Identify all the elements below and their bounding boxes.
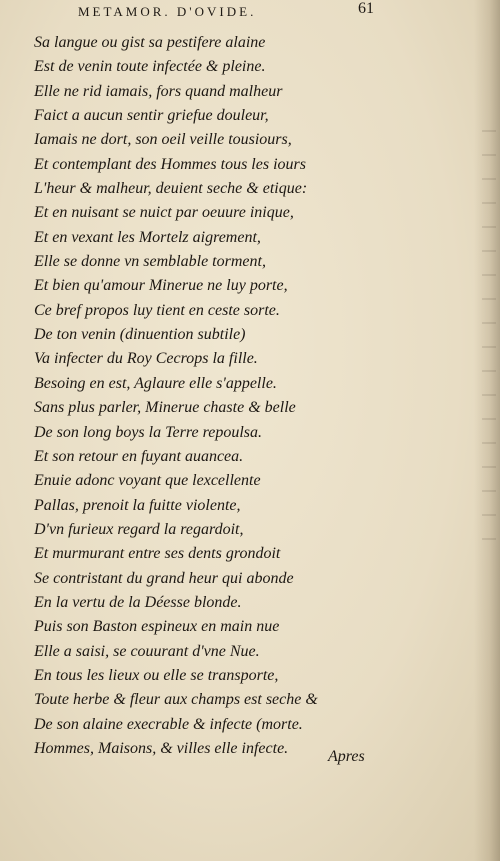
verse-line: Est de venin toute infectée & pleine. xyxy=(34,58,266,76)
verse-line: En tous les lieux ou elle se transporte, xyxy=(34,666,279,684)
verse-line: Et contemplant des Hommes tous les iours xyxy=(34,155,306,173)
verse-line: Et bien qu'amour Minerue ne luy porte, xyxy=(34,277,288,295)
running-title: METAMOR. D'OVIDE. xyxy=(78,4,257,19)
verse-line: L'heur & malheur, deuient seche & etique: xyxy=(34,180,308,198)
verse-line: D'vn furieux regard la regardoit, xyxy=(34,520,244,538)
verse-line: De son long boys la Terre repoulsa. xyxy=(34,423,262,441)
verse-line: Et murmurant entre ses dents grondoit xyxy=(34,545,281,563)
verse-line: Elle se donne vn semblable torment, xyxy=(34,253,266,271)
verse-line: Se contristant du grand heur qui abonde xyxy=(34,569,294,587)
verse-line: En la vertu de la Déesse blonde. xyxy=(34,593,242,611)
page-number: 61 xyxy=(358,0,374,17)
verse-line: Elle ne rid iamais, fors quand malheur xyxy=(34,82,283,100)
verse-line: Et en nuisant se nuict par oeuure inique, xyxy=(34,204,294,222)
verse-line: Iamais ne dort, son oeil veille tousiours, xyxy=(34,131,292,149)
verse-line: Enuie adonc voyant que lexcellente xyxy=(34,472,261,490)
verse-line: De ton venin (dinuention subtile) xyxy=(34,326,246,344)
verse-line: Toute herbe & fleur aux champs est seche & xyxy=(34,691,318,709)
verse-line: Pallas, prenoit la fuitte violente, xyxy=(34,496,241,514)
verse-line: Et en vexant les Mortelz aigrement, xyxy=(34,228,261,246)
verse-line: Hommes, Maisons, & villes elle infecte. xyxy=(34,739,289,757)
ink-bleed-through xyxy=(482,130,496,550)
verse-line: Va infecter du Roy Cecrops la fille. xyxy=(34,350,258,368)
verse-line: Et son retour en fuyant auancea. xyxy=(34,447,244,465)
verse-block xyxy=(34,31,394,761)
verse-line: De son alaine execrable & infecte (morte. xyxy=(34,715,303,733)
verse-line: Faict a aucun sentir griefue douleur, xyxy=(34,107,269,125)
verse-line: Puis son Baston espineux en main nue xyxy=(34,618,280,636)
verse-line: Sa langue ou gist sa pestifere alaine xyxy=(34,34,266,51)
verse-line: Ce bref propos luy tient en ceste sorte. xyxy=(34,301,280,319)
verse-line: Elle a saisi, se couurant d'vne Nue. xyxy=(34,642,260,660)
catchword: Apres xyxy=(328,748,365,765)
verse-line: Besoing en est, Aglaure elle s'appelle. xyxy=(34,374,277,392)
verse-line: Sans plus parler, Minerue chaste & belle xyxy=(34,399,296,417)
